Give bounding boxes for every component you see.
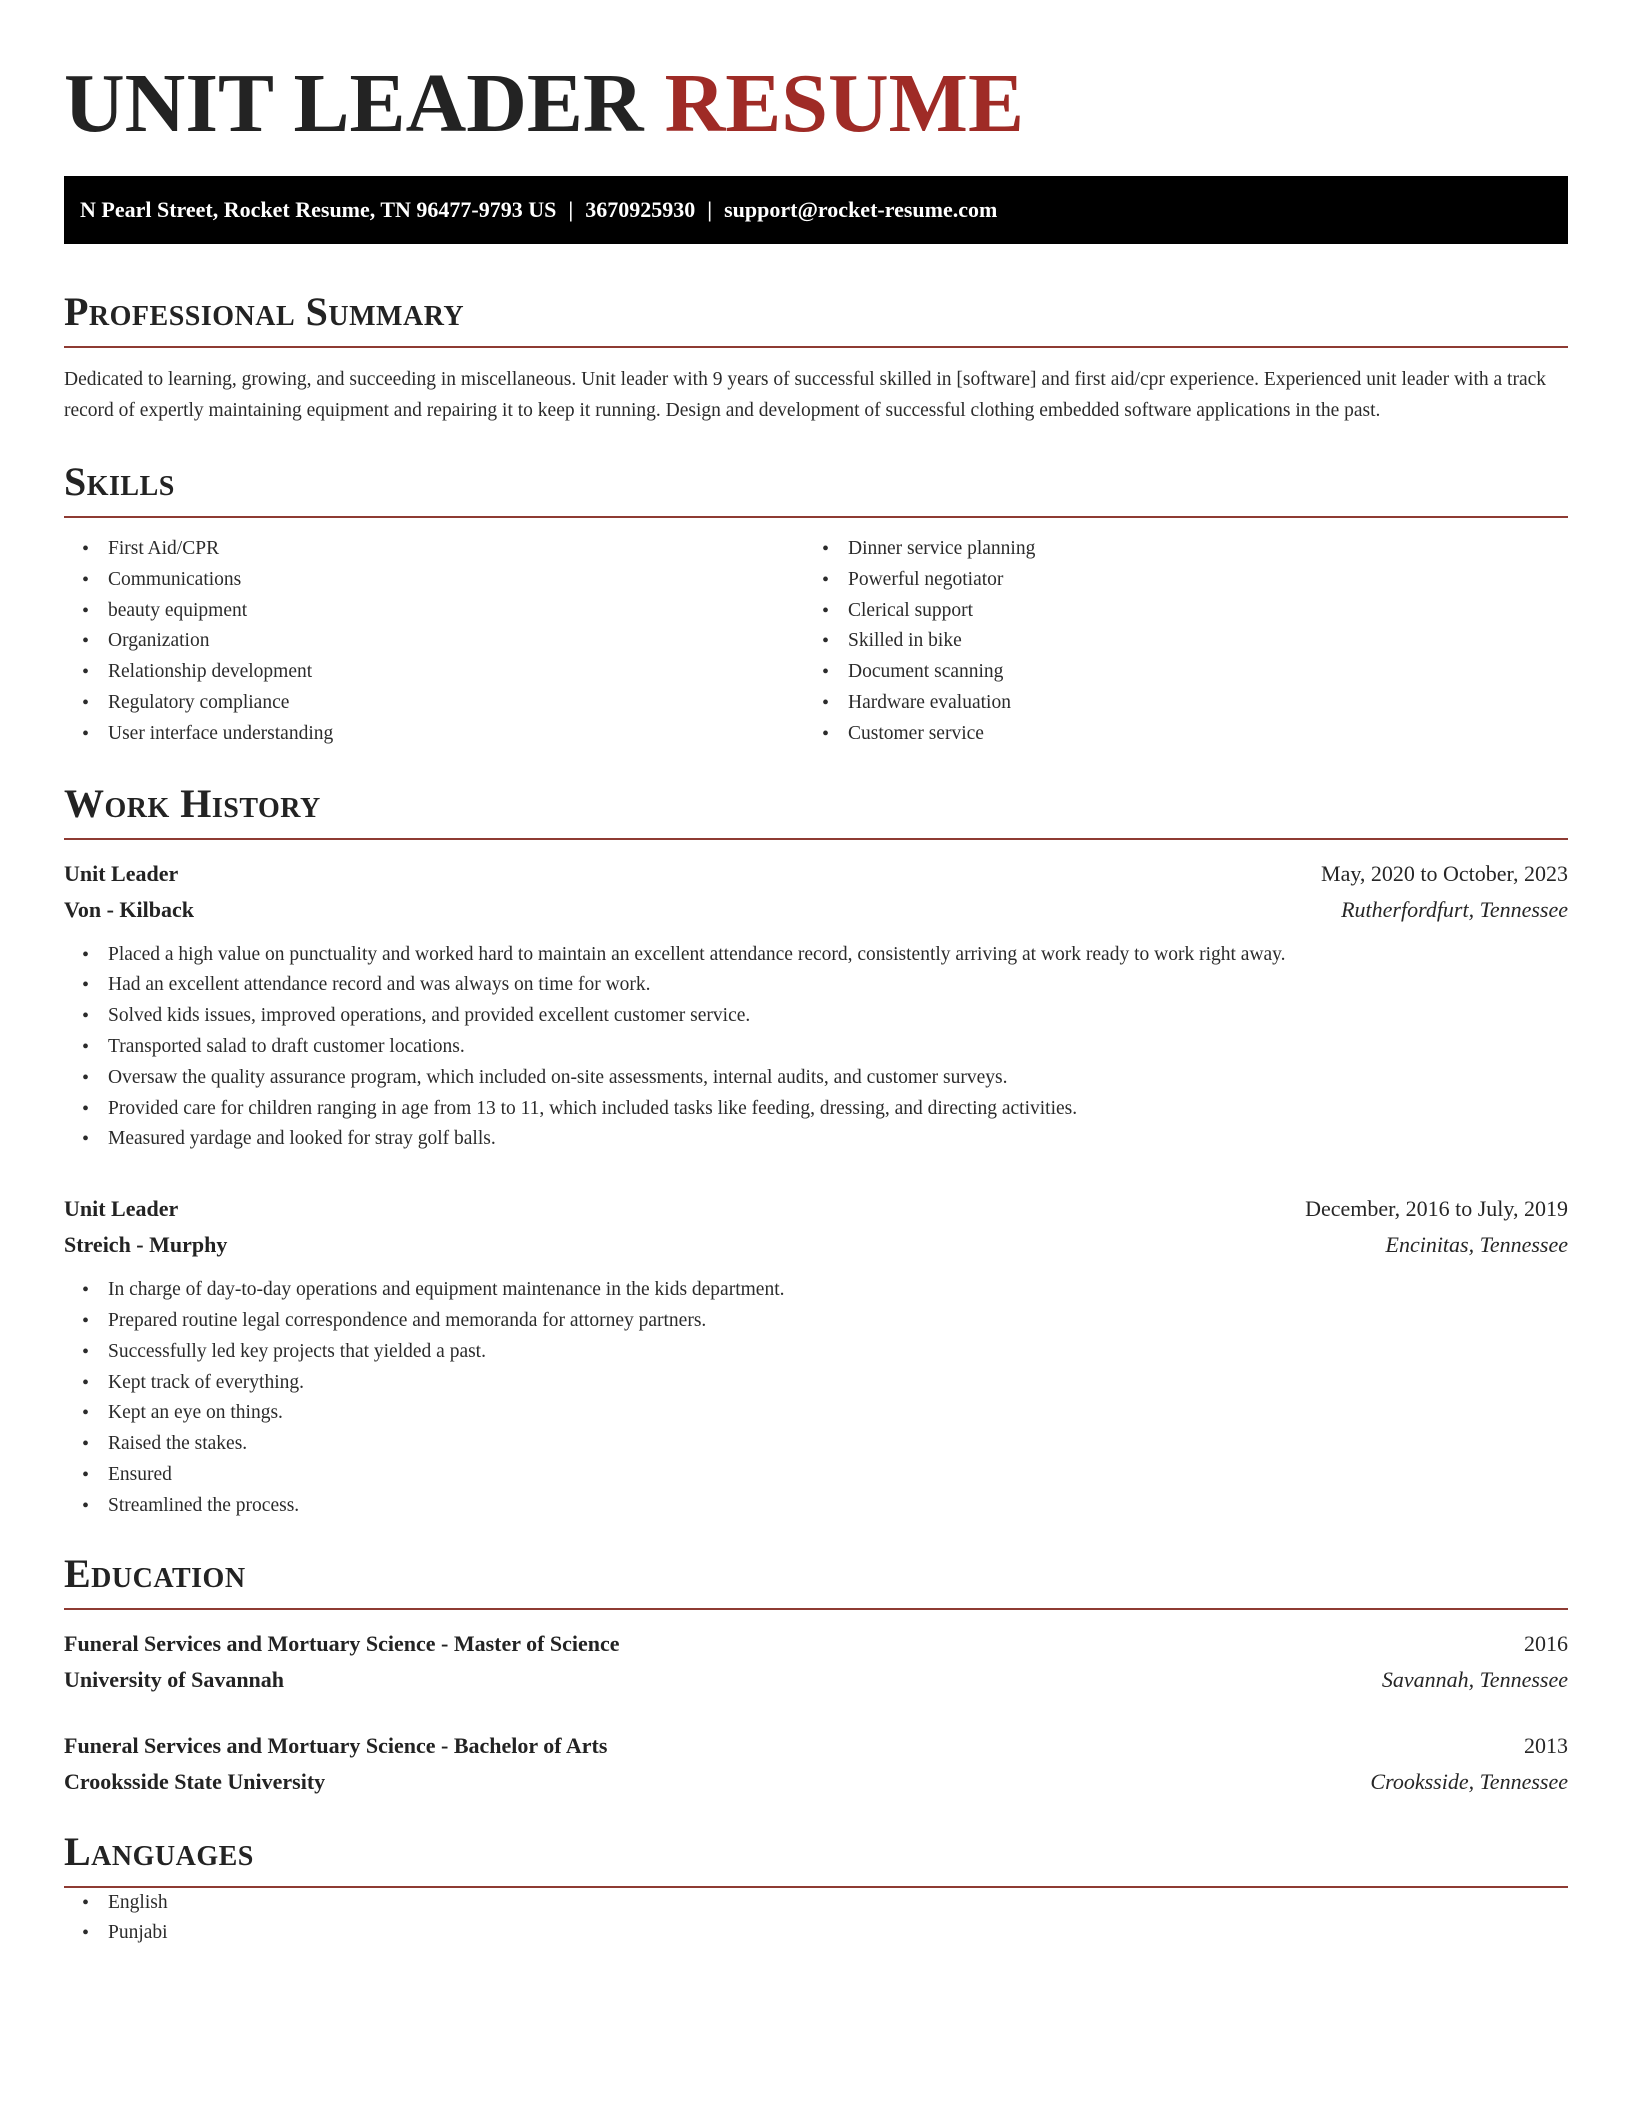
skills-section [64, 426, 1568, 750]
contact-address: N Pearl Street, Rocket Resume, TN 96477-9793 US [80, 197, 557, 222]
job-company: Streich - Murphy [64, 1232, 228, 1258]
duty-item: • Measured yardage and looked for stray golf balls. [64, 1124, 1568, 1155]
duty-item: • Transported salad to draft customer locations. [64, 1032, 1568, 1063]
skill-item: • Regulatory compliance [64, 688, 804, 719]
duty-item: • Prepared routine legal correspondence and memoranda for attorney partners. [64, 1306, 1568, 1337]
languages-section [64, 1800, 1568, 1950]
language-item: • English [64, 1888, 1568, 1919]
job-entry [64, 856, 1568, 1156]
education-degree: Funeral Services and Mortuary Science - Bachelor of Arts [64, 1732, 608, 1758]
job-title: Unit Leader [64, 860, 179, 886]
duty-item: • Kept track of everything. [64, 1368, 1568, 1399]
work-heading: Work History [64, 750, 1568, 840]
summary-heading: Professional Summary [64, 244, 1568, 348]
job-title-row [64, 856, 1568, 892]
job-company-row [64, 892, 1568, 928]
education-section [64, 1522, 1568, 1800]
duty-item: • Solved kids issues, improved operations, and provided excellent customer service. [64, 1001, 1568, 1032]
summary-text: Dedicated to learning, growing, and succeeding in miscellaneous. Unit leader with 9 years of successful skilled in [software] and first aid/cpr experience. Experienced unit leader with a track record of expertly maintaining equipment and repairing it to keep it running. Design and development of successful clothing embedded software applications in the past. [64, 369, 1546, 421]
duty-item: • Successfully led key projects that yielded a past. [64, 1337, 1568, 1368]
education-degree: Funeral Services and Mortuary Science - Master of Science [64, 1630, 620, 1656]
education-location: Crooksside, Tennessee [1370, 1768, 1568, 1794]
duty-item: • Provided care for children ranging in age from 13 to 11, which included tasks like feeding, dressing, and directing activities. [64, 1094, 1568, 1125]
job-title: Unit Leader [64, 1196, 179, 1222]
skill-item: • Powerful negotiator [804, 565, 1544, 596]
skill-item: • Communications [64, 565, 804, 596]
job-company-row [64, 1227, 1568, 1263]
education-school-row [64, 1662, 1568, 1698]
education-location: Savannah, Tennessee [1381, 1666, 1568, 1692]
duty-item: • Streamlined the process. [64, 1491, 1568, 1522]
job-company: Von - Kilback [64, 896, 195, 922]
skill-item: • Clerical support [804, 596, 1544, 627]
languages-list [64, 1888, 1568, 1950]
education-school: Crooksside State University [64, 1768, 326, 1794]
education-heading: Education [64, 1522, 1568, 1610]
education-school: University of Savannah [64, 1666, 285, 1692]
job-duties [64, 940, 1568, 1156]
skill-item: • First Aid/CPR [64, 534, 804, 565]
duty-item: • Placed a high value on punctuality and worked hard to maintain an excellent attendance record, consistently arriving at work ready to work right away. [64, 940, 1568, 971]
skill-item: • Skilled in bike [804, 626, 1544, 657]
language-item: • Punjabi [64, 1918, 1568, 1949]
skill-item: • Organization [64, 626, 804, 657]
job-dates: December, 2016 to July, 2019 [1305, 1196, 1568, 1222]
education-school-row [64, 1764, 1568, 1800]
skill-item: • Customer service [804, 719, 1544, 750]
education-degree-row [64, 1626, 1568, 1662]
duty-item: • Kept an eye on things. [64, 1398, 1568, 1429]
skills-column-right [804, 534, 1544, 750]
resume-title [64, 54, 1568, 154]
contact-email[interactable]: support@rocket-resume.com [724, 197, 998, 222]
skill-item: • Relationship development [64, 657, 804, 688]
skill-item: • User interface understanding [64, 719, 804, 750]
contact-bar [64, 176, 1568, 244]
duty-item: • In charge of day-to-day operations and equipment maintenance in the kids department. [64, 1275, 1568, 1306]
duty-item: • Ensured [64, 1460, 1568, 1491]
skills-heading: Skills [64, 426, 1568, 518]
skill-item: • Hardware evaluation [804, 688, 1544, 719]
job-location: Rutherfordfurt, Tennessee [1341, 896, 1568, 922]
job-duties [64, 1275, 1568, 1521]
education-degree-row [64, 1728, 1568, 1764]
education-entry [64, 1626, 1568, 1698]
duty-item: • Oversaw the quality assurance program, which included on-site assessments, internal audits, and customer surveys. [64, 1063, 1568, 1094]
contact-separator: | [568, 197, 574, 222]
languages-heading: Languages [64, 1800, 1568, 1888]
duty-item: • Had an excellent attendance record and was always on time for work. [64, 970, 1568, 1001]
contact-separator: | [707, 197, 713, 222]
education-year: 2016 [1524, 1630, 1568, 1656]
job-title-row [64, 1191, 1568, 1227]
title-accent: RESUME [664, 57, 1024, 150]
job-location: Encinitas, Tennessee [1385, 1232, 1568, 1258]
job-dates: May, 2020 to October, 2023 [1321, 860, 1568, 886]
skills-grid [64, 534, 1568, 750]
education-year: 2013 [1524, 1732, 1568, 1758]
duty-item: • Raised the stakes. [64, 1429, 1568, 1460]
skill-item: • Dinner service planning [804, 534, 1544, 565]
contact-phone[interactable]: 3670925930 [585, 197, 696, 222]
title-main: UNIT LEADER [64, 57, 644, 150]
skill-item: • Document scanning [804, 657, 1544, 688]
summary-section [64, 244, 1568, 426]
work-section [64, 750, 1568, 1522]
job-entry [64, 1191, 1568, 1521]
skill-item: • beauty equipment [64, 596, 804, 627]
skills-column-left [64, 534, 804, 750]
education-entry [64, 1728, 1568, 1800]
